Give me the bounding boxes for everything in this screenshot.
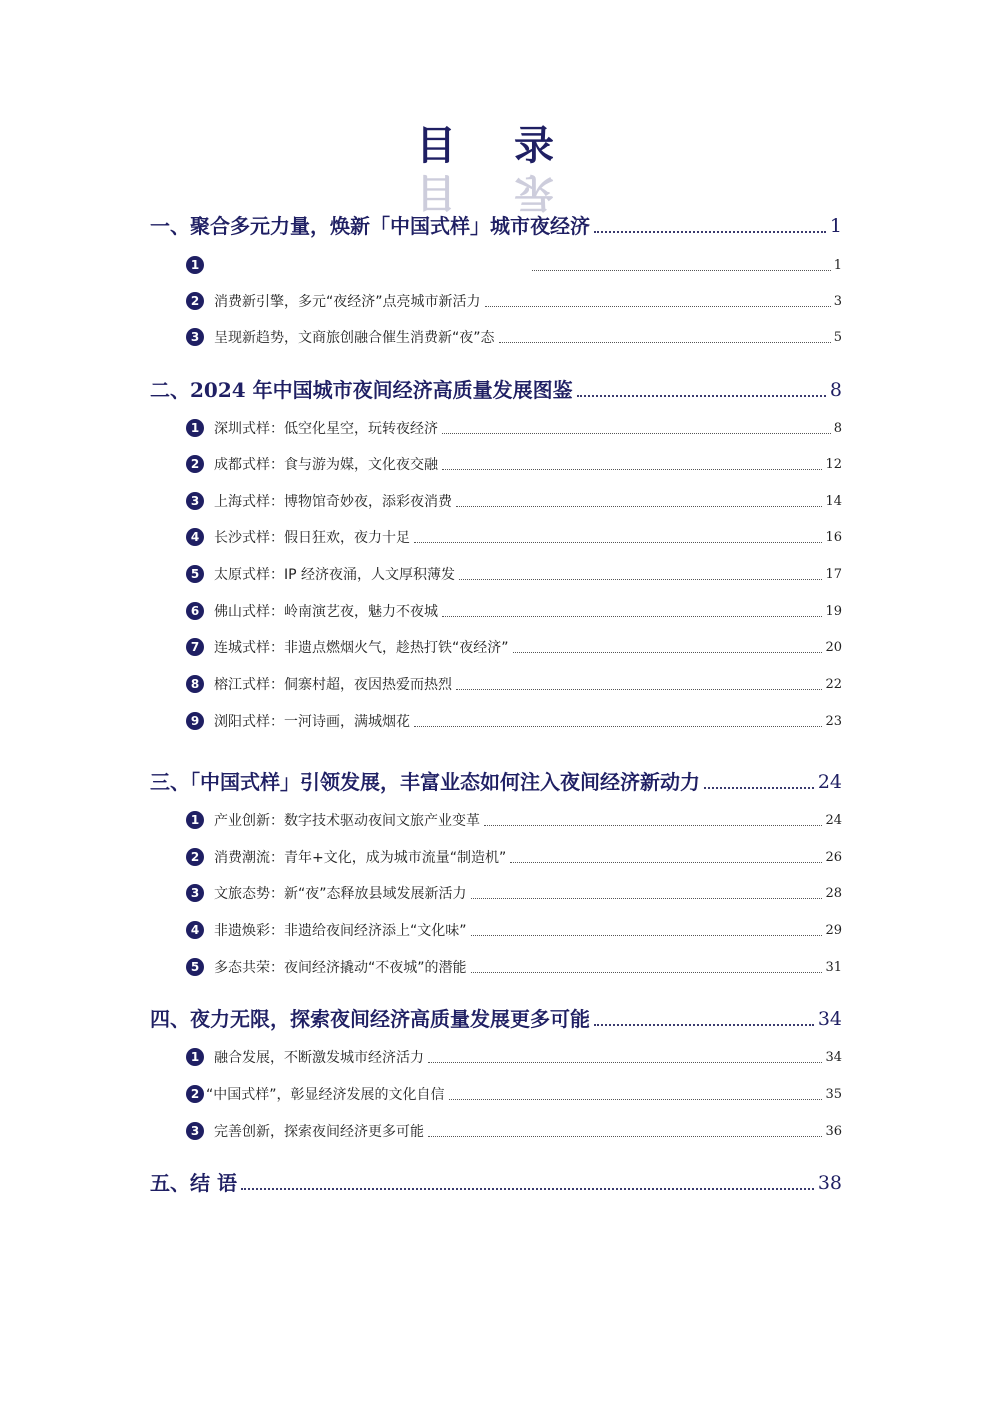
toc-section-1[interactable]: [150, 210, 842, 240]
leader-dots: [449, 1098, 823, 1100]
entry-title: 产业创新：数字技术驱动夜间文旅产业变革: [214, 813, 480, 829]
page-number: 8: [829, 379, 842, 401]
page-number: 14: [825, 494, 842, 509]
toc-entry-3-5[interactable]: [186, 956, 842, 978]
leader-dots: [594, 1023, 814, 1026]
entry-title: 文旅态势：新“夜”态释放县域发展新活力: [214, 886, 467, 902]
page-number: 3: [833, 294, 842, 309]
number-badge-icon: 3: [186, 492, 204, 510]
entry-title: 呈现新趋势，文商旅创融合催生消费新“夜”态: [214, 330, 495, 346]
number-badge-icon: 3: [186, 1122, 204, 1140]
entry-title: 消费潮流：青年+文化，成为城市流量“制造机”: [214, 850, 507, 866]
page-number: 16: [825, 530, 842, 545]
toc-section-4[interactable]: [150, 1003, 842, 1033]
entry-title: 榕江式样：侗寨村超，夜因热爱而热烈: [214, 677, 452, 693]
page-number: 35: [825, 1087, 842, 1102]
number-badge-icon: 3: [186, 328, 204, 346]
leader-dots: [459, 578, 822, 580]
leader-dots: [484, 824, 822, 826]
leader-dots: [456, 688, 822, 690]
entry-title: 上海式样：博物馆奇妙夜，添彩夜消费: [214, 494, 452, 510]
entry-title: 完善创新，探索夜间经济更多可能: [214, 1124, 424, 1140]
number-badge-icon: 8: [186, 675, 204, 693]
page-number: 20: [825, 640, 842, 655]
toc-entry-2-3[interactable]: [186, 490, 842, 512]
page-number: 34: [817, 1008, 842, 1030]
leader-dots: [241, 1187, 814, 1190]
page-number: 23: [825, 714, 842, 729]
toc-entry-3-1[interactable]: [186, 809, 842, 831]
toc-entry-4-2[interactable]: [186, 1083, 842, 1105]
entry-title: 深圳式样：低空化星空，玩转夜经济: [214, 421, 438, 437]
page-number: 38: [817, 1172, 842, 1194]
page-number: 22: [825, 677, 842, 692]
number-badge-icon: 2: [186, 848, 204, 866]
leader-dots: [499, 341, 831, 343]
entry-title: 连城式样：非遗点燃烟火气，趁热打铁“夜经济”: [214, 640, 509, 656]
toc-entry-2-2[interactable]: [186, 453, 842, 475]
leader-dots: [414, 725, 822, 727]
page-number: 8: [833, 421, 842, 436]
toc-entry-3-2[interactable]: [186, 846, 842, 868]
number-badge-icon: 5: [186, 958, 204, 976]
toc-entry-2-8[interactable]: [186, 673, 842, 695]
number-badge-icon: 2: [186, 292, 204, 310]
page-number: 24: [825, 813, 842, 828]
section-title: 二、2024 年中国城市夜间经济高质量发展图鉴: [150, 378, 573, 402]
entry-title: 太原式样：IP 经济夜涌，人文厚积薄发: [214, 567, 456, 583]
entry-title: 佛山式样：岭南演艺夜，魅力不夜城: [214, 604, 438, 620]
toc-entry-4-3[interactable]: [186, 1120, 842, 1142]
leader-dots: [510, 861, 822, 863]
leader-dots: [414, 541, 822, 543]
page-number: 29: [825, 923, 842, 938]
number-badge-icon: 9: [186, 712, 204, 730]
toc-entry-2-1[interactable]: [186, 417, 842, 439]
entry-title: 浏阳式样：一河诗画，满城烟花: [214, 714, 410, 730]
page-number: 5: [833, 330, 842, 345]
entry-title: 多态共荣：夜间经济撬动“不夜城”的潜能: [214, 960, 467, 976]
entry-title: 成都式样：食与游为媒，文化夜交融: [214, 457, 438, 473]
section-title: 三、「中国式样」引领发展，丰富业态如何注入夜间经济新动力: [150, 770, 700, 794]
number-badge-icon: 2: [186, 455, 204, 473]
entry-title: 消费新引擎，多元“夜经济”点亮城市新活力: [214, 294, 481, 310]
page-number: 1: [833, 258, 842, 273]
number-badge-icon: 6: [186, 602, 204, 620]
page-number: 1: [829, 215, 842, 237]
leader-dots: [428, 1061, 822, 1063]
toc-title-reflection: 目 录: [416, 169, 576, 216]
number-badge-icon: 4: [186, 528, 204, 546]
section-title: 五、结 语: [150, 1171, 237, 1195]
toc-entry-1-3[interactable]: [186, 326, 842, 348]
toc-entry-2-5[interactable]: [186, 563, 842, 585]
toc-entry-3-4[interactable]: [186, 919, 842, 941]
toc-entry-2-7[interactable]: [186, 636, 842, 658]
number-badge-icon: 4: [186, 921, 204, 939]
leader-dots: [442, 468, 822, 470]
leader-dots: [704, 786, 814, 789]
leader-dots: [471, 897, 823, 899]
page-number: 34: [825, 1050, 842, 1065]
leader-dots: [442, 432, 831, 434]
entry-title: “中国式样”，彰显经济发展的文化自信: [206, 1087, 445, 1103]
page-number: 26: [825, 850, 842, 865]
number-badge-icon: 2: [186, 1085, 204, 1103]
toc-entry-3-3[interactable]: [186, 882, 842, 904]
entry-title: 融合发展，不断激发城市经济活力: [214, 1050, 424, 1066]
toc-section-5[interactable]: [150, 1167, 842, 1197]
leader-dots: [532, 269, 831, 271]
toc-section-3[interactable]: [150, 766, 842, 796]
leader-dots: [442, 615, 822, 617]
number-badge-icon: 3: [186, 884, 204, 902]
toc-entry-2-9[interactable]: [186, 710, 842, 732]
number-badge-icon: 5: [186, 565, 204, 583]
page-number: 31: [825, 960, 842, 975]
leader-dots: [456, 505, 822, 507]
section-title: 四、夜力无限，探索夜间经济高质量发展更多可能: [150, 1007, 590, 1031]
page-number: 19: [825, 604, 842, 619]
number-badge-icon: 1: [186, 1048, 204, 1066]
leader-dots: [428, 1135, 822, 1137]
entry-title: 长沙式样：假日狂欢，夜力十足: [214, 530, 410, 546]
entry-title: 非遗焕彩：非遗给夜间经济添上“文化味”: [214, 923, 467, 939]
leader-dots: [471, 934, 823, 936]
page-number: 17: [825, 567, 842, 582]
toc-section-2[interactable]: [150, 374, 842, 404]
toc-entry-1-1[interactable]: [186, 254, 842, 276]
toc-entry-2-6[interactable]: [186, 600, 842, 622]
page-number: 28: [825, 886, 842, 901]
page-number: 12: [825, 457, 842, 472]
page-number: 24: [817, 771, 842, 793]
toc-entry-4-1[interactable]: [186, 1046, 842, 1068]
number-badge-icon: 1: [186, 256, 204, 274]
leader-dots: [513, 651, 823, 653]
number-badge-icon: 1: [186, 419, 204, 437]
number-badge-icon: 1: [186, 811, 204, 829]
leader-dots: [485, 305, 831, 307]
leader-dots: [594, 230, 826, 233]
page-number: 36: [825, 1124, 842, 1139]
leader-dots: [471, 971, 823, 973]
toc-entry-2-4[interactable]: [186, 526, 842, 548]
toc-entry-1-2[interactable]: [186, 290, 842, 312]
section-title: 一、聚合多元力量，焕新「中国式样」城市夜经济: [150, 214, 590, 238]
toc-title: 目 录: [416, 122, 576, 169]
number-badge-icon: 7: [186, 638, 204, 656]
leader-dots: [577, 394, 826, 397]
